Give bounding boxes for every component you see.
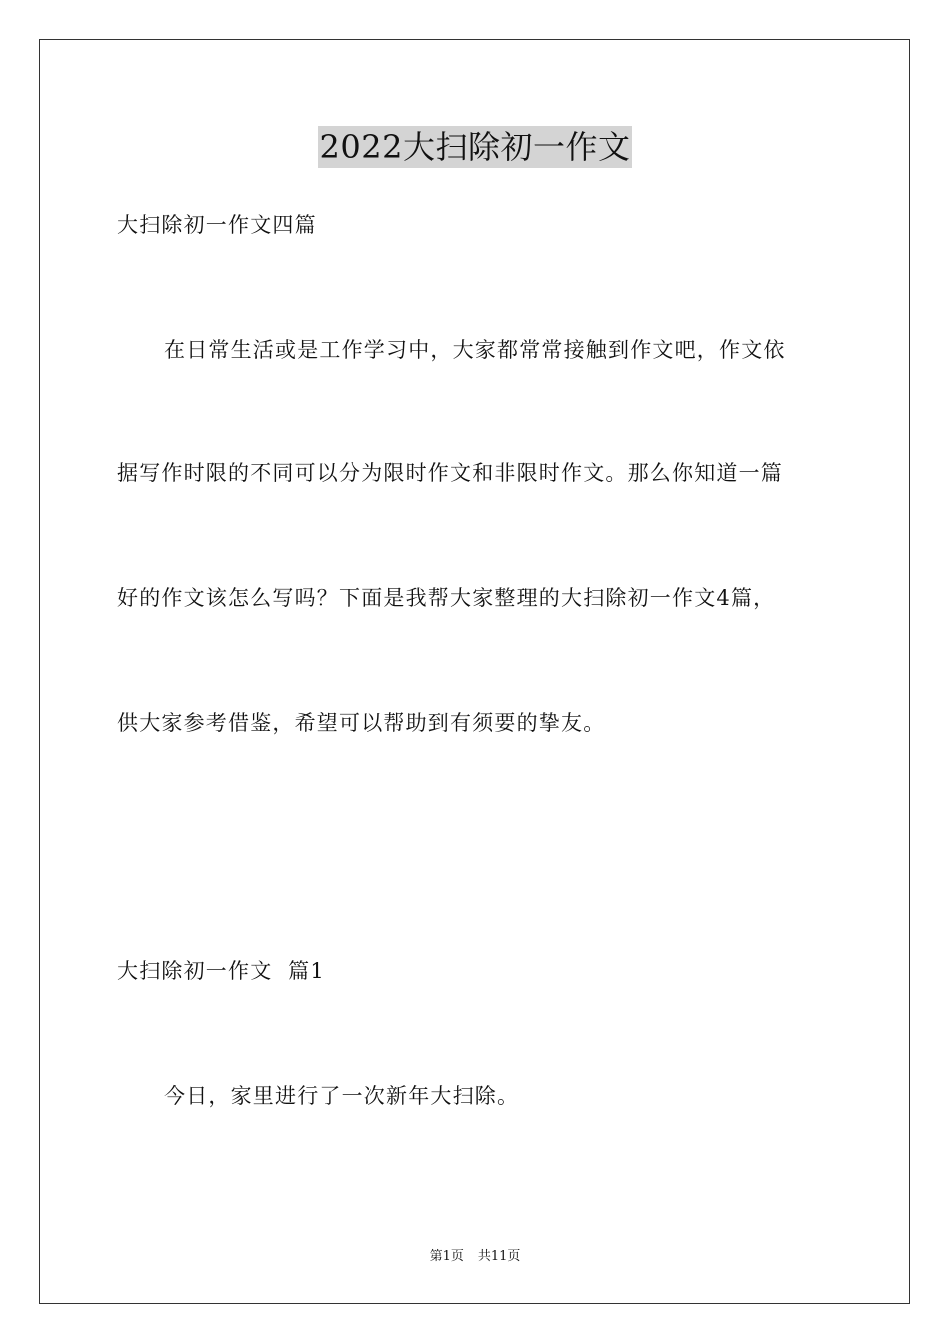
section-heading: 大扫除初一作文 篇1 [117,959,325,983]
intro-line-3: 好的作文该怎么写吗？下面是我帮大家整理的大扫除初一作文4篇， [117,586,776,610]
intro-line-1: 在日常生活或是工作学习中，大家都常常接触到作文吧，作文依 [164,338,786,362]
section-first-line: 今日，家里进行了一次新年大扫除。 [164,1084,520,1108]
page-number-current: 第1页 [429,1249,464,1264]
document-title: 2022大扫除初一作文 [319,128,631,166]
intro-line-4: 供大家参考借鉴，希望可以帮助到有须要的挚友。 [117,711,606,735]
title-container [0,126,950,168]
intro-line-2: 据写作时限的不同可以分为限时作文和非限时作文。那么你知道一篇 [117,461,783,485]
page-footer [0,1249,950,1265]
page-number-total: 共11页 [477,1249,521,1264]
document-subtitle: 大扫除初一作文四篇 [117,213,317,237]
